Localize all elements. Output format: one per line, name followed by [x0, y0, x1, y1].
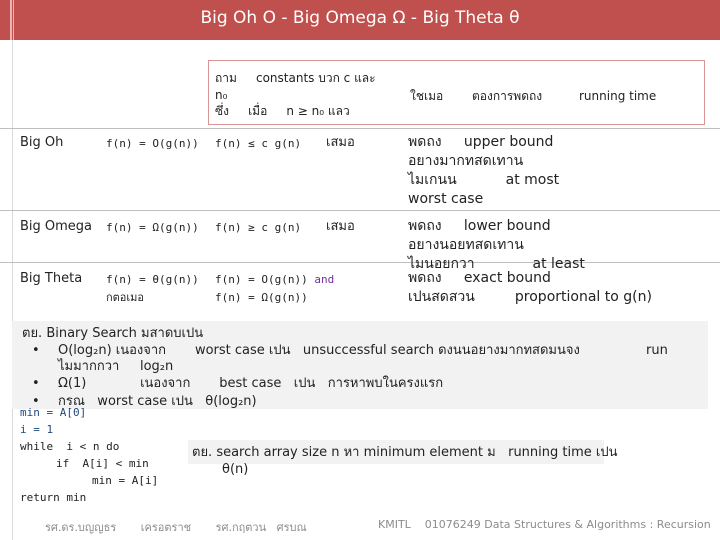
example1-bullet-o-cont: ไมมากกวา log₂n	[58, 359, 174, 374]
row-desc-big-oh-2: อยางมากทสดเทาน	[408, 153, 524, 169]
header-running-time: running time	[579, 89, 657, 103]
row-notation-big-oh: f(n) = O(g(n))	[106, 137, 199, 150]
row-desc-big-theta-2: เปนสดสวน proportional to g(n)	[408, 289, 652, 305]
left-margin-rule	[12, 40, 13, 540]
row-divider	[0, 128, 720, 129]
row-name-big-theta: Big Theta	[20, 271, 83, 286]
example1-bullet-omega: Ω(1) เนองจาก best case เปน การหาพบในครงแรก	[58, 376, 444, 391]
theta-and-keyword: and	[314, 273, 335, 286]
row-desc-big-oh-4: worst case	[408, 191, 484, 207]
example2-line1: ตย. search array size n หา minimum element ม running time เปน	[192, 445, 618, 460]
code-line-2: i = 1	[20, 423, 54, 436]
slide-title: Big Oh O - Big Omega Ω - Big Theta θ	[200, 8, 520, 28]
row-always-big-oh: เสมอ	[326, 135, 355, 150]
row-desc-big-omega-3: ไมนอยกวา at least	[408, 256, 585, 272]
row-inequality-big-omega: f(n) ≥ c g(n)	[215, 221, 302, 234]
bullet-mark: •	[32, 343, 40, 358]
row-name-big-omega: Big Omega	[20, 219, 93, 234]
header-use-when: ใชเมอ	[410, 89, 444, 103]
footer-authors: รศ.ดร.บญญธร เครอตราช รศ.กฤตวน ศรบณ	[45, 521, 307, 534]
bullet-mark: •	[32, 376, 40, 391]
row-notation-big-theta: f(n) = θ(g(n))	[106, 273, 199, 286]
code-line-6: return min	[20, 491, 87, 504]
code-line-4: if A[i] < min	[56, 457, 149, 470]
header-condition-line1: ถาม constants บวก c และ	[215, 71, 376, 85]
row-desc-big-theta-1: พดถง exact bound	[408, 270, 551, 286]
code-line-3: while i < n do	[20, 440, 120, 453]
row-desc-big-omega-clip	[404, 255, 704, 272]
code-line-1: min = A[0]	[20, 406, 87, 419]
example1-heading: ตย. Binary Search มสาดบเปน	[22, 326, 204, 341]
bullet-mark: •	[32, 394, 40, 409]
example2-line2: θ(n)	[222, 462, 249, 477]
header-condition-line3: ซึ่ง เมื่อ n ≥ n₀ แลว	[215, 104, 350, 118]
row-inequality-big-theta-2: f(n) = Ω(g(n))	[215, 291, 308, 304]
row-inequality-big-theta	[215, 271, 334, 289]
title-bar	[0, 0, 720, 40]
row-desc-big-omega-2: อยางนอยทสดเทาน	[408, 237, 524, 253]
theta-condition-o: f(n) = O(g(n))	[215, 273, 308, 286]
row-notation-big-omega: f(n) = Ω(g(n))	[106, 221, 199, 234]
row-desc-big-oh-1: พดถง upper bound	[408, 134, 554, 150]
row-desc-big-omega-1: พดถง lower bound	[408, 218, 551, 234]
row-inequality-big-oh: f(n) ≤ c g(n)	[215, 137, 302, 150]
row-divider	[0, 210, 720, 211]
header-need: ตองการพดถง	[472, 89, 543, 103]
row-name-big-oh: Big Oh	[20, 135, 64, 150]
code-line-5: min = A[i]	[92, 474, 159, 487]
row-always-big-omega: เสมอ	[326, 219, 355, 234]
example1-bullet-theta: กรณ worst case เปน θ(log₂n)	[58, 394, 257, 409]
header-condition-line2: n₀	[215, 88, 228, 102]
row-notation-big-theta-note: กตอเมอ	[106, 291, 145, 304]
example1-bullet-o: O(log₂n) เนองจาก worst case เปน unsuccessful search ดงนนอยางมากทสดมนจง	[58, 343, 580, 358]
example1-bullet-o-end: run	[646, 343, 668, 358]
footer-course: KMITL 01076249 Data Structures & Algorithms : Recursion	[378, 518, 711, 531]
row-desc-big-oh-3: ไมเกนน at most	[408, 172, 560, 188]
